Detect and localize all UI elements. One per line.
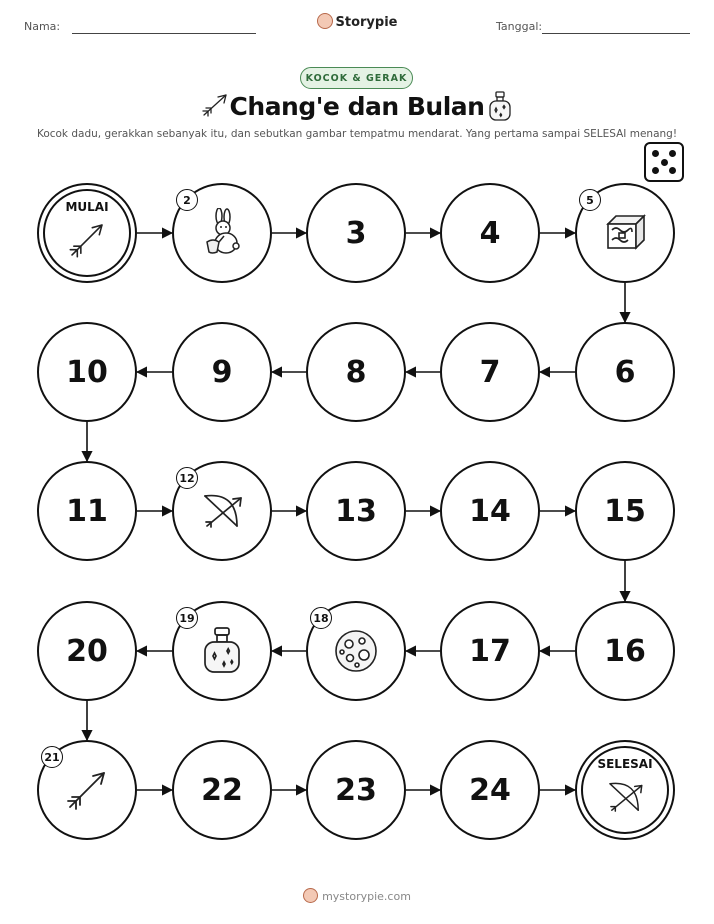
board-space-11 xyxy=(37,461,137,561)
board-space-9 xyxy=(172,322,272,422)
board-space-23 xyxy=(306,740,406,840)
start-space xyxy=(37,183,137,283)
board-space-21 xyxy=(37,740,137,840)
finish-label: SELESAI xyxy=(597,757,653,771)
space-number: 15 xyxy=(604,493,646,529)
rabbit-icon xyxy=(197,208,247,258)
space-number-badge: 21 xyxy=(41,746,63,768)
bow-icon xyxy=(603,775,647,819)
space-number: 7 xyxy=(479,354,501,390)
board-space-24 xyxy=(440,740,540,840)
board-space-7 xyxy=(440,322,540,422)
space-number: 3 xyxy=(345,215,367,251)
finish-space xyxy=(575,740,675,840)
space-number: 16 xyxy=(604,633,646,669)
board-space-15 xyxy=(575,461,675,561)
board-space-3 xyxy=(306,183,406,283)
board-space-4 xyxy=(440,183,540,283)
space-number: 24 xyxy=(469,772,511,808)
bow-icon xyxy=(197,486,247,536)
space-number-badge: 12 xyxy=(176,467,198,489)
space-number: 20 xyxy=(66,633,108,669)
space-number: 6 xyxy=(614,354,636,390)
space-number: 14 xyxy=(469,493,511,529)
arrow-icon xyxy=(65,218,109,262)
arrow-icon xyxy=(62,765,112,815)
name-label: Nama: xyxy=(24,20,61,33)
board-space-5 xyxy=(575,183,675,283)
footer xyxy=(0,888,714,903)
space-number: 23 xyxy=(335,772,377,808)
space-number-badge: 2 xyxy=(176,189,198,211)
board-space-2 xyxy=(172,183,272,283)
board-space-22 xyxy=(172,740,272,840)
space-number: 22 xyxy=(201,772,243,808)
board-space-16 xyxy=(575,601,675,701)
space-number: 13 xyxy=(335,493,377,529)
board-space-14 xyxy=(440,461,540,561)
space-number-badge: 19 xyxy=(176,607,198,629)
potion-bottle-icon xyxy=(197,626,247,676)
board-space-17 xyxy=(440,601,540,701)
space-number: 4 xyxy=(479,215,501,251)
brand-name: Storypie xyxy=(335,15,398,30)
start-label: MULAI xyxy=(65,200,109,214)
storypie-logo-icon xyxy=(303,888,318,903)
space-number-badge: 5 xyxy=(579,189,601,211)
board-space-18 xyxy=(306,601,406,701)
space-number: 8 xyxy=(345,354,367,390)
footer-url[interactable]: mystorypie.com xyxy=(322,890,411,903)
space-number: 17 xyxy=(469,633,511,669)
treasure-chest-icon xyxy=(600,208,650,258)
board-space-10 xyxy=(37,322,137,422)
moon-icon xyxy=(331,626,381,676)
space-number: 11 xyxy=(66,493,108,529)
board-space-12 xyxy=(172,461,272,561)
space-number-badge: 18 xyxy=(310,607,332,629)
board-space-20 xyxy=(37,601,137,701)
space-number: 9 xyxy=(211,354,233,390)
date-label: Tanggal: xyxy=(496,20,543,33)
instructions: Kocok dadu, gerakkan sebanyak itu, dan sebutkan gambar tempatmu mendarat. Yang pertama sampai SELESAI menang! xyxy=(36,128,678,140)
space-number: 10 xyxy=(66,354,108,390)
page-title: Chang'e dan Bulan xyxy=(229,92,485,121)
board-space-6 xyxy=(575,322,675,422)
board-space-8 xyxy=(306,322,406,422)
board-space-19 xyxy=(172,601,272,701)
activity-tag: KOCOK & GERAK xyxy=(300,67,413,89)
board-space-13 xyxy=(306,461,406,561)
